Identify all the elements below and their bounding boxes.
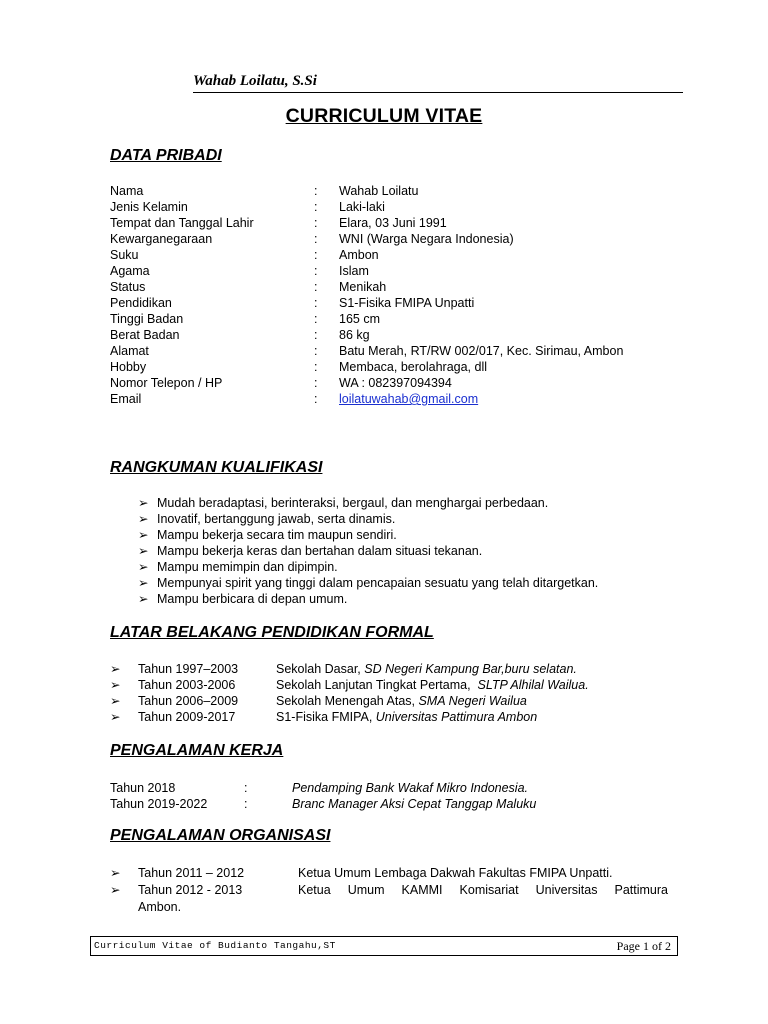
arrow-bullet-icon: ➢ — [110, 883, 121, 897]
colon: : — [314, 392, 318, 406]
arrow-bullet-icon: ➢ — [110, 866, 121, 880]
colon: : — [314, 296, 318, 310]
personal-value: Elara, 03 Juni 1991 — [339, 216, 447, 230]
work-year: Tahun 2019-2022 — [110, 797, 208, 811]
education-year: Tahun 1997–2003 — [138, 662, 239, 676]
arrow-bullet-icon: ➢ — [138, 592, 149, 606]
section-title-organization: PENGALAMAN ORGANISASI — [110, 827, 331, 844]
colon: : — [314, 376, 318, 390]
personal-label: Tinggi Badan — [110, 312, 184, 326]
colon: : — [314, 312, 318, 326]
education-school: SMA Negeri Wailua — [418, 694, 527, 708]
personal-label: Status — [110, 280, 146, 294]
colon: : — [314, 184, 318, 198]
personal-label: Nama — [110, 184, 144, 198]
qualification-text: Mempunyai spirit yang tinggi dalam pencapaian sesuatu yang telah ditargetkan. — [157, 576, 599, 590]
section-title-education: LATAR BELAKANG PENDIDIKAN FORMAL — [110, 624, 434, 641]
organization-role: Ketua Umum KAMMI Komisariat Universitas Pattimura — [298, 883, 668, 897]
personal-value: 86 kg — [339, 328, 370, 342]
personal-row — [110, 279, 670, 295]
personal-value: Membaca, berolahraga, dll — [339, 360, 487, 374]
education-institution — [276, 709, 537, 725]
personal-row — [110, 215, 670, 231]
email-link[interactable]: loilatuwahab@gmail.com — [339, 392, 479, 406]
personal-row — [110, 311, 670, 327]
education-institution — [276, 661, 577, 677]
colon: : — [314, 216, 318, 230]
personal-label: Pendidikan — [110, 296, 172, 310]
colon: : — [244, 781, 248, 795]
page-footer — [90, 936, 678, 956]
header-name: Wahab Loilatu, S.Si — [193, 72, 683, 93]
section-title-work: PENGALAMAN KERJA — [110, 742, 284, 759]
personal-value: Islam — [339, 264, 369, 278]
personal-row — [110, 391, 670, 407]
colon: : — [314, 200, 318, 214]
qualification-text: Mampu berbicara di depan umum. — [157, 592, 348, 606]
education-level: Sekolah Dasar, — [276, 662, 365, 676]
arrow-bullet-icon: ➢ — [110, 662, 121, 676]
personal-row — [110, 375, 670, 391]
footer-left-text: Curriculum Vitae of Budianto Tangahu,ST — [94, 940, 336, 951]
organization-role-continued: Ambon. — [138, 900, 182, 914]
education-institution — [276, 677, 589, 693]
section-title-qualifications: RANGKUMAN KUALIFIKASI — [110, 459, 323, 476]
arrow-bullet-icon: ➢ — [138, 528, 149, 542]
colon: : — [314, 360, 318, 374]
personal-label: Berat Badan — [110, 328, 180, 342]
personal-value: Laki-laki — [339, 200, 385, 214]
arrow-bullet-icon: ➢ — [138, 496, 149, 510]
organization-year: Tahun 2012 - 2013 — [138, 883, 243, 897]
personal-value: S1-Fisika FMIPA Unpatti — [339, 296, 475, 310]
personal-value: Ambon — [339, 248, 379, 262]
colon: : — [314, 248, 318, 262]
colon: : — [244, 797, 248, 811]
education-level: Sekolah Lanjutan Tingkat Pertama, — [276, 678, 478, 692]
qualification-text: Mampu memimpin dan dipimpin. — [157, 560, 338, 574]
qualification-text: Inovatif, bertanggung jawab, serta dinamis. — [157, 512, 396, 526]
organization-year: Tahun 2011 – 2012 — [138, 866, 245, 880]
education-year: Tahun 2009-2017 — [138, 710, 236, 724]
arrow-bullet-icon: ➢ — [110, 694, 121, 708]
arrow-bullet-icon: ➢ — [138, 512, 149, 526]
education-year: Tahun 2003-2006 — [138, 678, 236, 692]
colon: : — [314, 344, 318, 358]
education-level: S1-Fisika FMIPA, — [276, 710, 376, 724]
organization-role: Ketua Umum Lembaga Dakwah Fakultas FMIPA Unpatti. — [298, 866, 613, 880]
education-institution — [276, 693, 527, 709]
section-title-personal: DATA PRIBADI — [110, 147, 222, 164]
qualification-text: Mudah beradaptasi, berinteraksi, bergaul, dan menghargai perbedaan. — [157, 496, 549, 510]
page-number: Page 1 of 2 — [616, 939, 671, 953]
personal-row — [110, 183, 670, 199]
personal-label: Agama — [110, 264, 150, 278]
education-school: SLTP Alhilal Wailua. — [477, 678, 589, 692]
work-role: Pendamping Bank Wakaf Mikro Indonesia. — [292, 781, 529, 795]
personal-value: Menikah — [339, 280, 387, 294]
colon: : — [314, 280, 318, 294]
personal-value: Wahab Loilatu — [339, 184, 419, 198]
education-level: Sekolah Menengah Atas, — [276, 694, 419, 708]
personal-label: Alamat — [110, 344, 149, 358]
personal-row — [110, 231, 670, 247]
arrow-bullet-icon: ➢ — [138, 576, 149, 590]
personal-value: Batu Merah, RT/RW 002/017, Kec. Sirimau, Ambon — [339, 344, 624, 358]
document-title: CURRICULUM VITAE — [285, 105, 483, 127]
education-school: SD Negeri Kampung Bar,buru selatan. — [364, 662, 577, 676]
personal-value: 165 cm — [339, 312, 380, 326]
personal-label: Suku — [110, 248, 139, 262]
work-role: Branc Manager Aksi Cepat Tanggap Maluku — [292, 797, 537, 811]
qualification-text: Mampu bekerja secara tim maupun sendiri. — [157, 528, 397, 542]
colon: : — [314, 328, 318, 342]
education-school: Universitas Pattimura Ambon — [375, 710, 538, 724]
personal-row — [110, 247, 670, 263]
arrow-bullet-icon: ➢ — [138, 560, 149, 574]
personal-value: WNI (Warga Negara Indonesia) — [339, 232, 514, 246]
personal-row — [110, 343, 670, 359]
qualification-text: Mampu bekerja keras dan bertahan dalam situasi tekanan. — [157, 544, 483, 558]
arrow-bullet-icon: ➢ — [110, 710, 121, 724]
education-year: Tahun 2006–2009 — [138, 694, 239, 708]
personal-label: Nomor Telepon / HP — [110, 376, 223, 390]
personal-row — [110, 199, 670, 215]
personal-label: Tempat dan Tanggal Lahir — [110, 216, 254, 230]
personal-label: Hobby — [110, 360, 147, 374]
colon: : — [314, 232, 318, 246]
personal-label: Email — [110, 392, 142, 406]
personal-label: Jenis Kelamin — [110, 200, 188, 214]
personal-value: WA : 082397094394 — [339, 376, 452, 390]
personal-row — [110, 359, 670, 375]
personal-row — [110, 263, 670, 279]
personal-row — [110, 295, 670, 311]
colon: : — [314, 264, 318, 278]
arrow-bullet-icon: ➢ — [138, 544, 149, 558]
arrow-bullet-icon: ➢ — [110, 678, 121, 692]
work-year: Tahun 2018 — [110, 781, 176, 795]
personal-row — [110, 327, 670, 343]
personal-label: Kewarganegaraan — [110, 232, 213, 246]
